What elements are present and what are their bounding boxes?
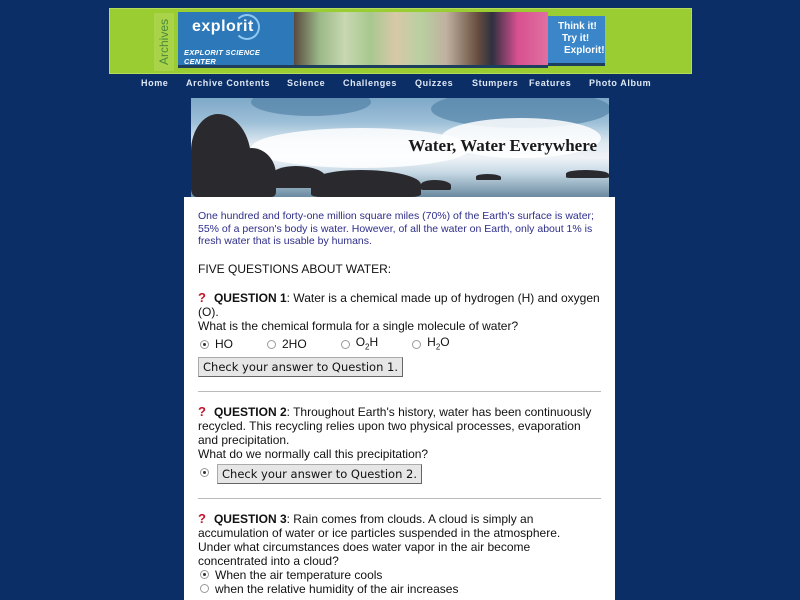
slogan-line-1: Think it! (558, 21, 597, 32)
nav-stumpers[interactable]: Stumpers (472, 78, 519, 88)
nav-quizzes[interactable]: Quizzes (415, 78, 454, 88)
archives-label: Archives (157, 18, 172, 66)
question-1-options (198, 335, 601, 354)
radio-button[interactable] (412, 340, 421, 349)
check-answer-1-button[interactable]: Check your answer to Question 1. (198, 357, 403, 377)
radio-button[interactable] (200, 570, 209, 579)
q1-option-o2h[interactable] (339, 335, 378, 354)
question-3-prompt: Under what circumstances does water vapor in the air become concentrated into a cloud? (198, 539, 531, 568)
option-label: $H_2O$ (427, 334, 450, 351)
q1-option-ho[interactable]: HO (198, 335, 233, 354)
radio-button[interactable] (200, 584, 209, 593)
nav-photo-album[interactable]: Photo Album (589, 78, 652, 88)
nav-archive-contents[interactable]: Archive Contents (186, 78, 271, 88)
question-mark-icon: ? (198, 289, 206, 305)
section-heading: FIVE QUESTIONS ABOUT WATER: (198, 261, 392, 276)
radio-button[interactable] (200, 468, 209, 477)
question-2-label: QUESTION 2 (213, 404, 287, 419)
divider (198, 498, 601, 499)
question-2-prompt: What do we normally call this precipitation? (198, 446, 429, 461)
question-mark-icon: ? (198, 403, 206, 419)
q1-option-h2o[interactable] (410, 335, 449, 354)
quiz-content (184, 197, 615, 600)
q1-option-2ho[interactable]: 2HO (265, 335, 307, 354)
page-title: Water, Water Everywhere (408, 136, 597, 155)
site-banner (109, 8, 692, 74)
nav-challenges[interactable]: Challenges (343, 78, 398, 88)
hero-image-ocean (191, 98, 609, 197)
divider (198, 391, 601, 392)
question-1-label: QUESTION 1 (213, 290, 287, 305)
question-1-prompt: What is the chemical formula for a single molecule of water? (198, 318, 519, 333)
radio-button[interactable] (267, 340, 276, 349)
nav-home[interactable]: Home (141, 78, 169, 88)
nav-science[interactable]: Science (287, 78, 326, 88)
explorit-logo[interactable] (178, 12, 294, 68)
logo-subtitle: EXPLORIT SCIENCE CENTER (184, 48, 261, 66)
q3-option-humidity-increases[interactable]: when the relative humidity of the air increases (198, 582, 601, 596)
question-2-answer-row (198, 461, 601, 484)
slogan-box (548, 16, 605, 66)
radio-button[interactable] (341, 340, 350, 349)
question-1-text: : Water is a chemical made up of hydrogen (H) and oxygen (O). (198, 290, 600, 319)
question-3-label: QUESTION 3 (213, 511, 287, 526)
question-3 (198, 512, 601, 596)
banner-photo-kids (294, 12, 548, 68)
question-3-text: : Rain comes from clouds. A cloud is simply an accumulation of water or ice particles suspended in the atmosphere. (198, 511, 561, 540)
intro-paragraph: One hundred and forty-one million square miles (70%) of the Earth's surface is water; 55% of a person's body is water. However, of all the water on Earth, only about 1% is fresh water that is usable by humans. (198, 210, 594, 247)
question-1 (198, 291, 601, 377)
question-2-text: : Throughout Earth's history, water has been continuously recycled. This recycling relies upon two physical processes, evaporation and precipitation. (198, 404, 592, 447)
slogan-line-2: Try it! (562, 33, 590, 44)
nav-features[interactable]: Features (529, 78, 572, 88)
logo-text: explorit (192, 18, 254, 35)
radio-button[interactable] (200, 340, 209, 349)
archives-tab[interactable] (154, 13, 174, 71)
main-nav (0, 78, 800, 94)
option-label: $O_2H$ (355, 334, 379, 351)
question-2 (198, 405, 601, 484)
q3-option-air-cools[interactable]: When the air temperature cools (198, 568, 601, 582)
slogan-line-3: Explorit! (564, 45, 605, 56)
check-answer-2-button[interactable]: Check your answer to Question 2. (217, 464, 422, 484)
question-mark-icon: ? (198, 510, 206, 526)
